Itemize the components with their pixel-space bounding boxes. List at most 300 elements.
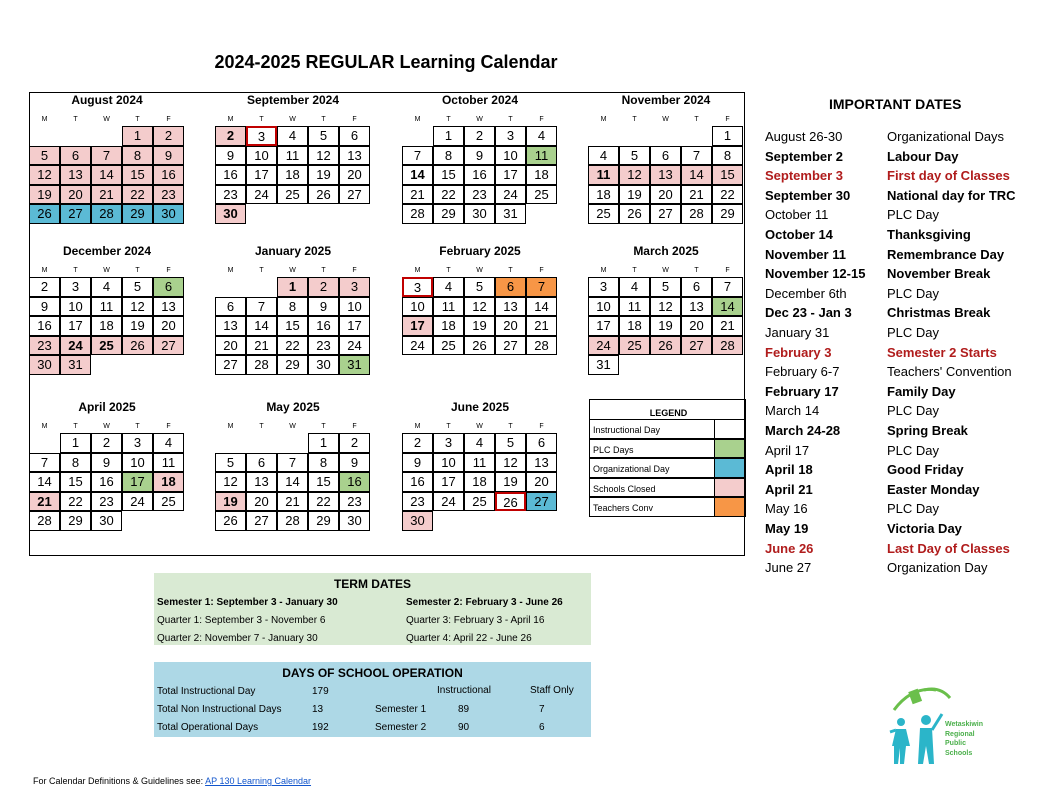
term-dates-box bbox=[154, 573, 591, 645]
calendar-day: 14 bbox=[91, 165, 122, 185]
calendar-day: 10 bbox=[339, 297, 370, 317]
calendar-day: 19 bbox=[495, 472, 526, 492]
weekday-label: M bbox=[227, 116, 234, 123]
semester-1-staff: 7 bbox=[539, 704, 545, 715]
weekday-label: T bbox=[508, 423, 513, 430]
calendar-day: 8 bbox=[60, 453, 91, 473]
calendar-day: 8 bbox=[277, 297, 308, 317]
weekday-label: M bbox=[41, 267, 48, 274]
important-event: PLC Day bbox=[887, 285, 940, 301]
weekday-label: T bbox=[321, 267, 326, 274]
calendar-day: 18 bbox=[526, 165, 557, 185]
important-date-row bbox=[765, 462, 1045, 481]
weekday-label: W bbox=[476, 116, 483, 123]
calendar-day: 15 bbox=[308, 472, 339, 492]
weekday-label: W bbox=[289, 116, 296, 123]
weekday-label: W bbox=[289, 423, 296, 430]
calendar-day: 25 bbox=[464, 492, 495, 512]
calendar-day: 19 bbox=[215, 492, 246, 512]
logo-text bbox=[945, 720, 983, 758]
important-event: November Break bbox=[887, 266, 991, 282]
calendar-day: 2 bbox=[153, 126, 184, 146]
weekday-label: W bbox=[662, 267, 669, 274]
calendar-day: 1 bbox=[308, 433, 339, 453]
calendar-day: 12 bbox=[122, 297, 153, 317]
logo-text-line-1: Wetaskiwin bbox=[945, 721, 983, 728]
weekday-label: F bbox=[166, 423, 171, 430]
important-date-row bbox=[765, 227, 1045, 246]
important-date-row bbox=[765, 129, 1045, 148]
calendar-day: 1 bbox=[122, 126, 153, 146]
important-date: May 16 bbox=[765, 501, 808, 517]
footer-text: For Calendar Definitions & Guidelines see: bbox=[33, 776, 206, 786]
important-date: March 24-28 bbox=[765, 423, 841, 438]
legend-item bbox=[589, 497, 746, 517]
weekday-label: F bbox=[352, 267, 357, 274]
month-title: June 2025 bbox=[450, 400, 510, 414]
calendar-day: 10 bbox=[588, 297, 619, 317]
important-event: Remembrance Day bbox=[887, 246, 1005, 262]
calendar-day: 4 bbox=[153, 433, 184, 453]
calendar-day: 23 bbox=[215, 185, 246, 205]
calendar-day: 9 bbox=[402, 453, 433, 473]
calendar-day: 6 bbox=[246, 453, 277, 473]
calendar-day: 23 bbox=[91, 492, 122, 512]
calendar-day: 10 bbox=[60, 297, 91, 317]
weekday-label: T bbox=[446, 423, 451, 430]
calendar-day: 26 bbox=[464, 336, 495, 356]
calendar-day: 14 bbox=[712, 297, 743, 317]
calendar-day: 4 bbox=[433, 277, 464, 297]
calendar-day: 30 bbox=[402, 511, 433, 531]
important-event: Semester 2 Starts bbox=[887, 344, 997, 360]
calendar-day: 19 bbox=[308, 165, 339, 185]
calendar-day: 1 bbox=[277, 277, 308, 297]
calendar-day: 7 bbox=[91, 146, 122, 166]
quarter-2-dates: Quarter 2: November 7 - January 30 bbox=[157, 633, 318, 644]
child-figure-icon-2 bbox=[918, 728, 934, 764]
important-date: June 26 bbox=[765, 540, 814, 556]
calendar-day: 26 bbox=[215, 511, 246, 531]
calendar-day: 16 bbox=[308, 316, 339, 336]
calendar-day: 28 bbox=[402, 204, 433, 224]
weekday-label: T bbox=[508, 267, 513, 274]
legend-header bbox=[589, 399, 746, 420]
total-instructional-value: 179 bbox=[312, 686, 329, 697]
calendar-day: 9 bbox=[215, 146, 246, 166]
important-date: April 18 bbox=[765, 462, 813, 478]
important-date-row bbox=[765, 325, 1045, 344]
weekday-label: W bbox=[103, 423, 110, 430]
important-date-row bbox=[765, 423, 1045, 442]
child-head-icon-2 bbox=[921, 715, 931, 725]
calendar-day: 17 bbox=[122, 472, 153, 492]
calendar-day: 6 bbox=[153, 277, 184, 297]
calendar-day: 12 bbox=[29, 165, 60, 185]
logo-text-line-4: Schools bbox=[945, 749, 973, 757]
important-date: October 11 bbox=[765, 207, 829, 223]
calendar-day: 22 bbox=[433, 185, 464, 205]
calendar-day: 12 bbox=[215, 472, 246, 492]
important-event: PLC Day bbox=[887, 325, 940, 340]
calendar-day: 20 bbox=[215, 336, 246, 356]
weekday-label: F bbox=[725, 267, 730, 274]
weekday-label: T bbox=[321, 423, 326, 430]
calendar-day: 11 bbox=[91, 297, 122, 317]
calendar-day: 7 bbox=[246, 297, 277, 317]
important-date: September 3 bbox=[765, 168, 844, 184]
operation-title: DAYS OF SCHOOL OPERATION bbox=[282, 666, 463, 680]
important-event: PLC Day bbox=[887, 403, 940, 419]
weekday-label: T bbox=[135, 423, 140, 430]
calendar-day: 17 bbox=[495, 165, 526, 185]
legend bbox=[589, 399, 746, 519]
weekday-label: T bbox=[508, 116, 513, 123]
calendar-day: 27 bbox=[153, 336, 184, 356]
calendar-day: 3 bbox=[339, 277, 370, 297]
important-date: February 3 bbox=[765, 344, 832, 360]
calendar-day: 25 bbox=[277, 185, 308, 205]
weekday-label: T bbox=[446, 267, 451, 274]
calendar-day: 14 bbox=[402, 165, 433, 185]
legend-label: PLC Days bbox=[593, 444, 634, 455]
calendar-day: 22 bbox=[122, 185, 153, 205]
weekday-label: F bbox=[539, 267, 544, 274]
important-event: Thanksgiving bbox=[887, 227, 971, 242]
legend-label: Instructional Day bbox=[593, 425, 661, 435]
calendar-day: 3 bbox=[588, 277, 619, 297]
calendar-day: 11 bbox=[588, 165, 619, 185]
important-date-row bbox=[765, 345, 1045, 364]
calendar-day: 18 bbox=[277, 165, 308, 185]
semester-1-instructional: 89 bbox=[458, 704, 470, 715]
calendar-day: 9 bbox=[464, 146, 495, 166]
weekday-label: T bbox=[73, 116, 78, 123]
calendar-day: 16 bbox=[464, 165, 495, 185]
calendar-day: 27 bbox=[215, 355, 246, 375]
important-date: April 21 bbox=[765, 481, 813, 497]
month-title: October 2024 bbox=[441, 93, 519, 107]
calendar-day: 24 bbox=[122, 492, 153, 512]
legend-title: LEGEND bbox=[649, 408, 688, 418]
calendar-day: 23 bbox=[153, 185, 184, 205]
calendar-day: 10 bbox=[495, 146, 526, 166]
child-arm-icon bbox=[890, 730, 896, 732]
calendar-day: 8 bbox=[308, 453, 339, 473]
weekday-label: F bbox=[725, 116, 730, 123]
important-date: October 14 bbox=[765, 227, 833, 242]
calendar-day: 4 bbox=[619, 277, 650, 297]
important-event: PLC Day bbox=[887, 501, 940, 517]
calendar-day: 31 bbox=[495, 204, 526, 224]
calendar-day: 24 bbox=[60, 336, 91, 356]
weekday-label: T bbox=[632, 267, 637, 274]
calendar-day: 19 bbox=[650, 316, 681, 336]
calendar-day: 24 bbox=[495, 185, 526, 205]
calendar-day: 3 bbox=[122, 433, 153, 453]
weekday-label: F bbox=[166, 267, 171, 274]
calendar-day: 16 bbox=[153, 165, 184, 185]
important-event: Good Friday bbox=[887, 462, 964, 478]
calendar-day: 11 bbox=[277, 146, 308, 166]
important-date: June 27 bbox=[765, 560, 812, 576]
legend-item bbox=[589, 439, 746, 459]
calendar-day: 23 bbox=[464, 185, 495, 205]
calendar-day: 18 bbox=[619, 316, 650, 336]
logo-text-line-2: Regional bbox=[945, 730, 975, 738]
calendar-day: 16 bbox=[339, 472, 370, 492]
calendar-day: 9 bbox=[91, 453, 122, 473]
calendar-day: 7 bbox=[277, 453, 308, 473]
calendar-day: 15 bbox=[60, 472, 91, 492]
calendar-day: 31 bbox=[339, 355, 370, 375]
important-date: March 14 bbox=[765, 403, 820, 419]
important-date-row bbox=[765, 207, 1045, 226]
important-date: November 12-15 bbox=[765, 266, 866, 282]
calendar-day: 4 bbox=[91, 277, 122, 297]
weekday-label: W bbox=[103, 116, 110, 123]
important-date: February 6-7 bbox=[765, 364, 840, 380]
semester-1-dates: Semester 1: September 3 - January 30 bbox=[157, 597, 338, 608]
calendar-day: 4 bbox=[464, 433, 495, 453]
calendar-day: 10 bbox=[246, 146, 277, 166]
calendar-day: 17 bbox=[339, 316, 370, 336]
calendar-day: 2 bbox=[339, 433, 370, 453]
calendar-day: 16 bbox=[29, 316, 60, 336]
calendar-day: 21 bbox=[277, 492, 308, 512]
calendar-day: 15 bbox=[712, 165, 743, 185]
calendar-day: 23 bbox=[402, 492, 433, 512]
weekday-label: T bbox=[135, 116, 140, 123]
calendar-day: 5 bbox=[215, 453, 246, 473]
calendar-day: 2 bbox=[29, 277, 60, 297]
important-event: Family Day bbox=[887, 383, 956, 399]
important-date: April 17 bbox=[765, 442, 810, 458]
important-dates-title: IMPORTANT DATES bbox=[829, 96, 962, 112]
calendar-day: 27 bbox=[495, 336, 526, 356]
calendar-day: 27 bbox=[246, 511, 277, 531]
calendar-day: 3 bbox=[433, 433, 464, 453]
calendar-day: 2 bbox=[91, 433, 122, 453]
important-date: November 11 bbox=[765, 246, 846, 262]
weekday-label: M bbox=[41, 116, 48, 123]
calendar-day: 28 bbox=[277, 511, 308, 531]
calendar-day: 13 bbox=[526, 453, 557, 473]
legend-label: Organizational Day bbox=[593, 464, 670, 474]
calendar-day: 25 bbox=[526, 185, 557, 205]
calendar-day: 9 bbox=[29, 297, 60, 317]
calendar-day: 27 bbox=[526, 492, 557, 512]
important-date-row bbox=[765, 521, 1045, 540]
calendar-day: 29 bbox=[60, 511, 91, 531]
calendar-day: 7 bbox=[526, 277, 557, 297]
calendar-day: 12 bbox=[619, 165, 650, 185]
semester-1-label: Semester 1 bbox=[375, 704, 427, 715]
weekday-label: T bbox=[321, 116, 326, 123]
weekday-label: W bbox=[476, 267, 483, 274]
calendar-day: 2 bbox=[402, 433, 433, 453]
semester-2-instructional: 90 bbox=[458, 722, 470, 733]
calendar-day: 5 bbox=[619, 146, 650, 166]
calendar-day: 25 bbox=[433, 336, 464, 356]
calendar-day: 17 bbox=[588, 316, 619, 336]
calendar-day: 21 bbox=[91, 185, 122, 205]
calendar-day: 21 bbox=[29, 492, 60, 512]
weekday-label: W bbox=[662, 116, 669, 123]
calendar-day: 29 bbox=[308, 511, 339, 531]
calendar-day: 2 bbox=[308, 277, 339, 297]
calendar-day: 18 bbox=[433, 316, 464, 336]
calendar-day: 4 bbox=[277, 126, 308, 146]
calendar-day: 6 bbox=[681, 277, 712, 297]
important-event: PLC Day bbox=[887, 207, 940, 223]
calendar-day: 18 bbox=[91, 316, 122, 336]
calendar-day: 20 bbox=[153, 316, 184, 336]
calendar-day: 17 bbox=[246, 165, 277, 185]
calendar-day: 5 bbox=[29, 146, 60, 166]
calendar-day: 2 bbox=[215, 126, 246, 146]
calendar-day: 26 bbox=[29, 204, 60, 224]
important-date: September 2 bbox=[765, 148, 844, 164]
calendar-day: 12 bbox=[495, 453, 526, 473]
calendar-day: 16 bbox=[91, 472, 122, 492]
calendar-day: 10 bbox=[402, 297, 433, 317]
calendar-day: 22 bbox=[308, 492, 339, 512]
total-instructional-label: Total Instructional Day bbox=[157, 686, 256, 697]
important-event: Last Day of Classes bbox=[887, 540, 1010, 556]
calendar-day: 23 bbox=[29, 336, 60, 356]
weekday-label: F bbox=[352, 116, 357, 123]
calendar-day: 13 bbox=[495, 297, 526, 317]
calendar-day: 13 bbox=[60, 165, 91, 185]
important-event: Organization Day bbox=[887, 560, 988, 576]
important-date-row bbox=[765, 364, 1045, 383]
important-event: National day for TRC bbox=[887, 187, 1016, 203]
calendar-day: 13 bbox=[215, 316, 246, 336]
month-title: August 2024 bbox=[71, 93, 143, 107]
logo-arc-right bbox=[924, 689, 950, 698]
weekday-label: F bbox=[166, 116, 171, 123]
legend-swatch bbox=[714, 458, 745, 478]
calendar-day: 5 bbox=[495, 433, 526, 453]
weekday-label: M bbox=[414, 116, 421, 123]
weekday-label: F bbox=[539, 423, 544, 430]
calendar-day: 12 bbox=[650, 297, 681, 317]
important-event: Christmas Break bbox=[887, 305, 991, 321]
page-title: 2024-2025 REGULAR Learning Calendar bbox=[214, 52, 558, 72]
calendar-day: 21 bbox=[526, 316, 557, 336]
legend-swatch bbox=[714, 478, 745, 498]
calendar-day: 30 bbox=[215, 204, 246, 224]
calendar-day: 5 bbox=[464, 277, 495, 297]
calendar-day: 27 bbox=[339, 185, 370, 205]
important-date-row bbox=[765, 384, 1045, 403]
month-title: December 2024 bbox=[62, 244, 152, 258]
legend-item bbox=[589, 419, 746, 439]
month-title: May 2025 bbox=[266, 400, 320, 414]
month-title: November 2024 bbox=[621, 93, 711, 107]
calendar-day: 27 bbox=[681, 336, 712, 356]
semester-2-dates: Semester 2: February 3 - June 26 bbox=[406, 597, 563, 608]
legend-swatch bbox=[714, 419, 745, 439]
calendar-day: 3 bbox=[246, 126, 277, 146]
calendar-day: 24 bbox=[246, 185, 277, 205]
calendar-day: 18 bbox=[588, 185, 619, 205]
calendar-day: 29 bbox=[122, 204, 153, 224]
month-title: September 2024 bbox=[246, 93, 340, 107]
important-date-row bbox=[765, 168, 1045, 187]
weekday-label: M bbox=[41, 423, 48, 430]
calendar-day: 12 bbox=[464, 297, 495, 317]
calendar-day: 27 bbox=[60, 204, 91, 224]
child-figure-icon bbox=[892, 729, 910, 764]
calendar-day: 1 bbox=[712, 126, 743, 146]
weekday-label: M bbox=[227, 267, 234, 274]
calendar-day: 9 bbox=[153, 146, 184, 166]
calendar-day: 13 bbox=[153, 297, 184, 317]
calendar-day: 3 bbox=[60, 277, 91, 297]
calendar-day: 8 bbox=[433, 146, 464, 166]
important-date-row bbox=[765, 443, 1045, 462]
school-logo bbox=[888, 684, 1000, 766]
ap-130-link[interactable]: AP 130 Learning Calendar bbox=[205, 776, 312, 786]
weekday-label: F bbox=[539, 116, 544, 123]
calendar-day: 30 bbox=[29, 355, 60, 375]
legend-item bbox=[589, 458, 746, 478]
calendar-day: 6 bbox=[495, 277, 526, 297]
calendar-day: 28 bbox=[681, 204, 712, 224]
important-date-row bbox=[765, 149, 1045, 168]
calendar-day: 6 bbox=[650, 146, 681, 166]
calendar-day: 30 bbox=[91, 511, 122, 531]
important-event: PLC Day bbox=[887, 442, 940, 458]
term-dates-title: TERM DATES bbox=[333, 577, 412, 591]
total-non-instructional-value: 13 bbox=[312, 704, 324, 715]
quarter-1-dates: Quarter 1: September 3 - November 6 bbox=[157, 615, 326, 626]
calendar-day: 24 bbox=[588, 336, 619, 356]
important-date-row bbox=[765, 560, 1045, 579]
calendar-day: 9 bbox=[308, 297, 339, 317]
calendar-day: 5 bbox=[650, 277, 681, 297]
calendar-day: 23 bbox=[339, 492, 370, 512]
calendar-day: 24 bbox=[402, 336, 433, 356]
calendar-day: 10 bbox=[433, 453, 464, 473]
total-operational-value: 192 bbox=[312, 722, 329, 733]
important-date-row bbox=[765, 501, 1045, 520]
weekday-label: T bbox=[259, 267, 264, 274]
calendar-day: 29 bbox=[712, 204, 743, 224]
important-event: Labour Day bbox=[887, 148, 959, 164]
calendar-day: 4 bbox=[526, 126, 557, 146]
calendar-day: 10 bbox=[122, 453, 153, 473]
important-date: Dec 23 - Jan 3 bbox=[765, 305, 852, 321]
calendar-day: 11 bbox=[526, 146, 557, 166]
legend-swatch bbox=[714, 497, 745, 517]
calendar-day: 6 bbox=[339, 126, 370, 146]
calendar-day: 24 bbox=[339, 336, 370, 356]
important-date-row bbox=[765, 305, 1045, 324]
calendar-day: 13 bbox=[246, 472, 277, 492]
important-event: Spring Break bbox=[887, 423, 968, 438]
month-title: February 2025 bbox=[439, 244, 521, 258]
calendar-day: 5 bbox=[308, 126, 339, 146]
weekday-label: W bbox=[476, 423, 483, 430]
legend-label: Teachers Conv bbox=[593, 503, 654, 513]
calendar-day: 16 bbox=[402, 472, 433, 492]
calendar-day: 19 bbox=[122, 316, 153, 336]
quarter-4-dates: Quarter 4: April 22 - June 26 bbox=[406, 633, 532, 644]
calendar-day: 26 bbox=[122, 336, 153, 356]
